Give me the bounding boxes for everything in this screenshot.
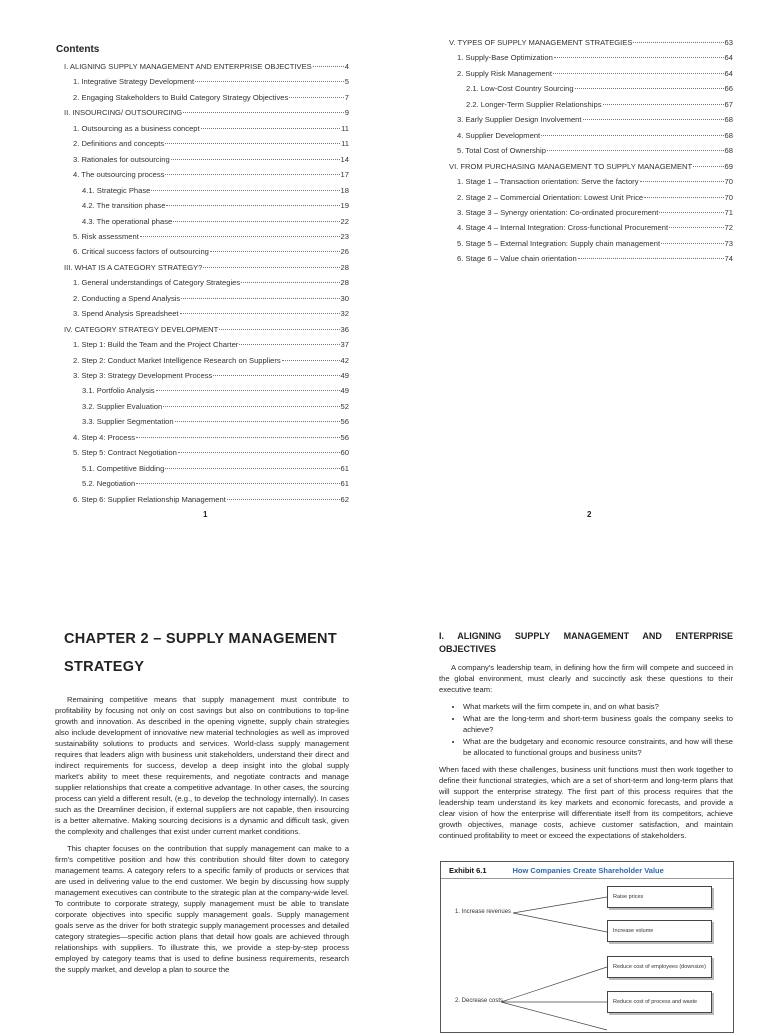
toc-dot-leader: [633, 42, 723, 43]
toc-entry-page: 56: [340, 417, 349, 427]
exhibit-box: Reduce cost of employees (downsize): [607, 956, 712, 978]
toc-entry-label: 6. Step 6: Supplier Relationship Management: [73, 494, 226, 504]
toc-dot-leader: [241, 282, 339, 283]
toc-dot-leader: [165, 143, 340, 144]
toc-entry-page: 22: [340, 216, 349, 226]
toc-entry-label: 2. Supply Risk Management: [457, 68, 552, 78]
toc-dot-leader: [166, 205, 339, 206]
toc-dot-leader: [575, 88, 724, 89]
toc-entry-page: 18: [340, 185, 349, 195]
list-item: • What markets will the firm compete in, and on what basis?: [463, 701, 733, 712]
toc-entry-page: 36: [340, 324, 349, 334]
toc-entry-label: 4. Stage 4 – Internal Integration: Cross-functional Procurement: [457, 223, 669, 233]
exhibit-title: How Companies Create Shareholder Value: [512, 865, 664, 875]
toc-entry-label: 3.3. Supplier Segmentation: [82, 417, 174, 427]
toc-dot-leader: [578, 258, 724, 259]
toc-entry-label: 3.1. Portfolio Analysis: [82, 386, 155, 396]
toc-dot-leader: [210, 251, 340, 252]
exhibit-number: Exhibit 6.1: [449, 865, 487, 875]
toc-entry[interactable]: [73, 232, 349, 241]
toc-entry[interactable]: [82, 417, 349, 426]
toc-entry[interactable]: [73, 139, 349, 148]
page-toc-2: [384, 0, 768, 525]
toc-entry-label: 5. Total Cost of Ownership: [457, 146, 546, 156]
paragraph: This chapter focuses on the contribution that supply management can make to a firm's competitive position and how this contribution should filter down to category management teams. A category refers to a specific family of products or services that are used in delivering value to the end customer. We begin by discussing how supply management executives can contribute to the strategic plan at the company-wide level. To contribute to corporate strategy, supply management must be able to translate corporate objectives into specific supply management goals. Supply management goals serve as the driver for both strategic supply management processes and detailed category strategies—specific action plans that detail how goals are achieved through relationships with suppliers. To illustrate this, we provide a step-by-step process employed by category teams that is used to define business requirements, research the supply market, and develop a plan to source the: [55, 844, 349, 974]
toc-dot-leader: [173, 221, 339, 222]
toc-entry-page: 7: [344, 92, 349, 102]
page-toc-1: [0, 0, 384, 525]
toc-entry-label: 2.1. Low-Cost Country Sourcing: [466, 84, 574, 94]
paragraph: A company's leadership team, in defining how the firm will compete and succeed in the global environment, must clearly and succinctly ask these questions to their executive team:: [439, 663, 733, 694]
toc-entry-page: 71: [724, 207, 733, 217]
toc-entry-label: III. WHAT IS A CATEGORY STRATEGY?: [64, 262, 203, 272]
toc-entry[interactable]: [73, 77, 349, 86]
toc-dot-leader: [178, 452, 340, 453]
toc-dot-leader: [140, 236, 340, 237]
toc-entry[interactable]: [73, 371, 349, 380]
toc-entry-label: 3. Step 3: Strategy Development Process: [73, 371, 213, 380]
toc-dot-leader: [201, 128, 340, 129]
toc-dot-leader: [693, 166, 723, 167]
page-number: 2: [587, 510, 592, 519]
toc-entry-label: 1. Supply-Base Optimization: [457, 53, 553, 63]
toc-entry[interactable]: [73, 309, 349, 318]
toc-entry[interactable]: [466, 84, 733, 93]
toc-entry[interactable]: [73, 170, 349, 179]
bullet-list: [439, 701, 733, 758]
toc-entry-label: 3. Rationales for outsourcing: [73, 154, 170, 164]
toc-entry-page: 37: [340, 340, 349, 350]
toc-entry-page: 11: [341, 123, 349, 133]
toc-entry-label: 4.1. Strategic Phase: [82, 185, 151, 195]
toc-entry[interactable]: [73, 124, 349, 133]
toc-entry-page: 28: [340, 262, 349, 272]
exhibit-box: Raise prices: [607, 886, 712, 908]
toc-dot-leader: [136, 483, 339, 484]
toc-entry-page: 62: [340, 494, 349, 504]
toc-dot-leader: [644, 197, 723, 198]
toc-entry-label: 3. Stage 3 – Synergy orientation: Co-ordinated procurement: [457, 207, 659, 217]
toc-entry-page: 63: [724, 38, 733, 47]
toc-entry-page: 68: [724, 115, 733, 125]
toc-dot-leader: [219, 329, 339, 330]
toc-entry[interactable]: [82, 464, 349, 473]
toc-dot-leader: [213, 375, 339, 376]
toc-entry-label: 1. Integrative Strategy Development: [73, 77, 195, 87]
toc-dot-leader: [659, 212, 723, 213]
toc-entry-page: 56: [340, 432, 349, 442]
toc-entry-label: 2. Stage 2 – Commercial Orientation: Lowest Unit Price: [457, 192, 644, 202]
toc-entry[interactable]: [82, 201, 349, 210]
toc-dot-leader: [175, 421, 340, 422]
toc-entry-page: 14: [340, 154, 349, 164]
toc-entry[interactable]: [449, 38, 733, 47]
toc-dot-leader: [183, 112, 344, 113]
toc-dot-leader: [163, 406, 339, 407]
toc-entry-label: I. ALIGNING SUPPLY MANAGEMENT AND ENTERPRISE OBJECTIVES: [64, 62, 312, 71]
toc-entry-page: 60: [340, 448, 349, 458]
toc-entry[interactable]: [457, 69, 733, 78]
toc-entry-page: 52: [340, 401, 349, 411]
toc-entry-page: 70: [724, 192, 733, 202]
toc-dot-leader: [151, 190, 339, 191]
toc-entry[interactable]: [457, 131, 733, 140]
chapter-title-line1: CHAPTER 2 – SUPPLY MANAGEMENT: [64, 631, 337, 647]
toc-entry-label: 4.3. The operational phase: [82, 216, 173, 226]
toc-entry-page: 28: [340, 278, 349, 288]
exhibit-goal-label: 1. Increase revenues: [455, 909, 512, 915]
toc-entry[interactable]: [73, 278, 349, 287]
toc-dot-leader: [541, 135, 723, 136]
toc-entry[interactable]: [64, 325, 349, 334]
toc-entry[interactable]: [457, 193, 733, 202]
toc-entry[interactable]: [64, 108, 349, 117]
toc-dot-leader: [661, 243, 723, 244]
toc-entry[interactable]: [82, 386, 349, 395]
toc-entry[interactable]: [457, 208, 733, 217]
toc-entry-page: 9: [344, 108, 349, 118]
toc-entry[interactable]: [64, 62, 349, 71]
toc-dot-leader: [583, 119, 724, 120]
toc-dot-leader: [156, 390, 340, 391]
toc-entry-page: 72: [724, 223, 733, 233]
toc-entry-label: 2. Definitions and concepts: [73, 139, 165, 149]
paragraph: When faced with these challenges, business unit functions must then work together to define their functional strategies, which are a set of short-term and long-term plans that will support the enterprise strategy. The first part of this process requires that the leadership team understand its key markets and economic forecasts, and provide a clear vision of how the enterprise will differentiate itself from its competitors, achieve growth objectives, manage costs, achieve customer satisfaction, and maintain continued profitability to meet or exceed the expectations of stakeholders.: [439, 765, 733, 840]
toc-entry-label: 2. Engaging Stakeholders to Build Category Strategy Objectives: [73, 92, 289, 102]
toc-entry-label: 2.2. Longer-Term Supplier Relationships: [466, 99, 602, 109]
toc-entry[interactable]: [466, 100, 733, 109]
toc-entry[interactable]: [73, 155, 349, 164]
toc-entry-label: 5. Risk assessment: [73, 231, 139, 241]
toc-entry[interactable]: [73, 356, 349, 365]
toc-entry[interactable]: [82, 479, 349, 488]
toc-dot-leader: [603, 104, 724, 105]
toc-dot-leader: [203, 267, 339, 268]
toc-entry[interactable]: [73, 495, 349, 504]
toc-entry-label: 6. Stage 6 – Value chain orientation: [457, 254, 577, 264]
toc-entry-page: 70: [724, 177, 733, 187]
toc-dot-leader: [227, 499, 340, 500]
exhibit-box: Increase volume: [607, 920, 712, 942]
toc-entry-label: II. INSOURCING/ OUTSOURCING: [64, 108, 183, 118]
toc-entry[interactable]: [73, 433, 349, 442]
toc-entry-label: 6. Critical success factors of outsourcing: [73, 247, 209, 257]
page-section-1: [384, 600, 768, 1024]
toc-dot-leader: [313, 66, 344, 67]
toc-entry-label: 5. Step 5: Contract Negotiation: [73, 448, 177, 458]
toc-entry-page: 19: [340, 201, 349, 211]
toc-entry[interactable]: [82, 217, 349, 226]
toc-entry-label: 4. Step 4: Process: [73, 432, 136, 442]
toc-entry-page: 67: [724, 99, 733, 109]
toc-entry-label: 1. Step 1: Build the Team and the Project Charter: [73, 340, 239, 350]
toc-entry-label: 1. General understandings of Category Strategies: [73, 278, 241, 288]
toc-entry[interactable]: [73, 294, 349, 303]
toc-dot-leader: [640, 181, 724, 182]
toc-entry[interactable]: [457, 223, 733, 232]
toc-entry-page: 69: [724, 161, 733, 171]
toc-entry-page: 30: [340, 293, 349, 303]
toc-entry-label: 4.2. The transition phase: [82, 201, 166, 211]
toc-entry[interactable]: [82, 402, 349, 411]
list-item: • What are the long-term and short-term business goals the company seeks to achieve?: [463, 713, 733, 735]
toc-entry-page: 23: [340, 231, 349, 241]
toc-entry-label: 5. Stage 5 – External Integration: Supply chain management: [457, 238, 661, 248]
toc-entry[interactable]: [73, 93, 349, 102]
toc-dot-leader: [195, 81, 344, 82]
toc-entry[interactable]: [457, 239, 733, 248]
toc-dot-leader: [553, 73, 724, 74]
toc-entry-page: 61: [340, 463, 349, 473]
toc-entry-label: IV. CATEGORY STRATEGY DEVELOPMENT: [64, 324, 219, 334]
toc-entry-page: 66: [724, 84, 733, 94]
toc-entry-page: 11: [341, 139, 349, 149]
list-item: • What are the budgetary and economic resource constraints, and how will these be allocated to functional groups and business units?: [463, 736, 733, 758]
toc-entry-page: 74: [724, 254, 733, 264]
paragraph: Remaining competitive means that supply management must contribute to profitability by focusing not only on cost savings but also on contributions to top-line growth and innovation. As described in the opening vignette, supply chain strategies also include development of innovative new material technologies as well as improved sustainability solutions to products and services. World-class supply management requires that leaders align with business unit stakeholders, understand their direct and indirect requirements for success, develop a deep insight into the global supply market's ability to meet these requirements, and negotiate contracts and manage supplier relationships that create a competitive advantage. In other cases, the sourcing process can yield a different result, (e.g., to develop the technology internally). In cases such as the Dreamliner decision, if external suppliers are not capable, then insourcing is a better alternative. Making sourcing decisions is a dynamic and difficult task, given the complexity and challenges that exist under current market conditions.: [55, 695, 349, 836]
exhibit-goal-label: 2. Decrease costs: [455, 998, 504, 1004]
toc-entry[interactable]: [457, 177, 733, 186]
toc-dot-leader: [136, 437, 339, 438]
toc-entry[interactable]: [457, 146, 733, 155]
toc-entry-page: 5: [344, 77, 349, 87]
toc-dot-leader: [181, 298, 339, 299]
toc-entry[interactable]: [457, 53, 733, 62]
chapter-title-line2: STRATEGY: [64, 659, 145, 675]
toc-entry-page: 64: [724, 68, 733, 78]
toc-entry-page: 49: [340, 386, 349, 396]
toc-dot-leader: [289, 97, 343, 98]
toc-entry[interactable]: [73, 448, 349, 457]
chapter-body: [55, 694, 349, 981]
toc-entry-page: 49: [340, 371, 349, 380]
toc-entry-label: 5.2. Negotiation: [82, 479, 136, 489]
toc-entry[interactable]: [457, 254, 733, 263]
section-title: I. ALIGNING SUPPLY MANAGEMENT AND ENTERPRISE OBJECTIVES: [439, 631, 733, 654]
page-chapter: [0, 600, 384, 1024]
toc-entry[interactable]: [73, 247, 349, 256]
toc-entry-page: 73: [724, 238, 733, 248]
toc-dot-leader: [165, 468, 339, 469]
toc-dot-leader: [282, 360, 340, 361]
toc-dot-leader: [554, 57, 724, 58]
page-number: 1: [203, 510, 208, 519]
toc-entry[interactable]: [457, 115, 733, 124]
toc-entry-page: 4: [344, 62, 349, 71]
toc-entry-page: 26: [340, 247, 349, 257]
toc-entry-page: 68: [724, 130, 733, 140]
toc-entry-page: 61: [340, 479, 349, 489]
toc-entry-page: 17: [340, 170, 349, 180]
toc-entry-label: 4. Supplier Development: [457, 130, 541, 140]
toc-entry[interactable]: [82, 186, 349, 195]
toc-entry-label: 3.2. Supplier Evaluation: [82, 401, 163, 411]
toc-entry-label: 5.1. Competitive Bidding: [82, 463, 165, 473]
toc-entry[interactable]: [64, 263, 349, 272]
toc-entry-label: 3. Early Supplier Design Involvement: [457, 115, 582, 125]
exhibit-figure: [440, 861, 734, 1033]
toc-title: Contents: [56, 44, 100, 55]
toc-dot-leader: [180, 313, 340, 314]
toc-dot-leader: [171, 159, 340, 160]
toc-dot-leader: [239, 344, 339, 345]
toc-dot-leader: [669, 227, 723, 228]
toc-entry-page: 64: [724, 53, 733, 63]
toc-dot-leader: [165, 174, 339, 175]
toc-entry-label: 1. Stage 1 – Transaction orientation: Serve the factory: [457, 177, 639, 187]
toc-entry-label: 1. Outsourcing as a business concept: [73, 123, 200, 133]
toc-entry[interactable]: [73, 340, 349, 349]
toc-entry-label: V. TYPES OF SUPPLY MANAGEMENT STRATEGIES: [449, 38, 633, 47]
toc-entry-page: 68: [724, 146, 733, 156]
toc-entry-label: 3. Spend Analysis Spreadsheet: [73, 309, 179, 319]
toc-entry-page: 32: [340, 309, 349, 319]
toc-entry[interactable]: [449, 162, 733, 171]
section-body: [439, 662, 733, 847]
toc-entry-label: VI. FROM PURCHASING MANAGEMENT TO SUPPLY MANAGEMENT: [449, 161, 693, 171]
toc-entry-label: 2. Step 2: Conduct Market Intelligence Research on Suppliers: [73, 355, 281, 365]
toc-dot-leader: [547, 150, 724, 151]
toc-entry-label: 4. The outsourcing process: [73, 170, 165, 180]
exhibit-box: Reduce cost of process and waste: [607, 991, 712, 1013]
toc-entry-page: 42: [340, 355, 349, 365]
chapter-title: [64, 625, 354, 681]
toc-entry-label: 2. Conducting a Spend Analysis: [73, 293, 181, 303]
